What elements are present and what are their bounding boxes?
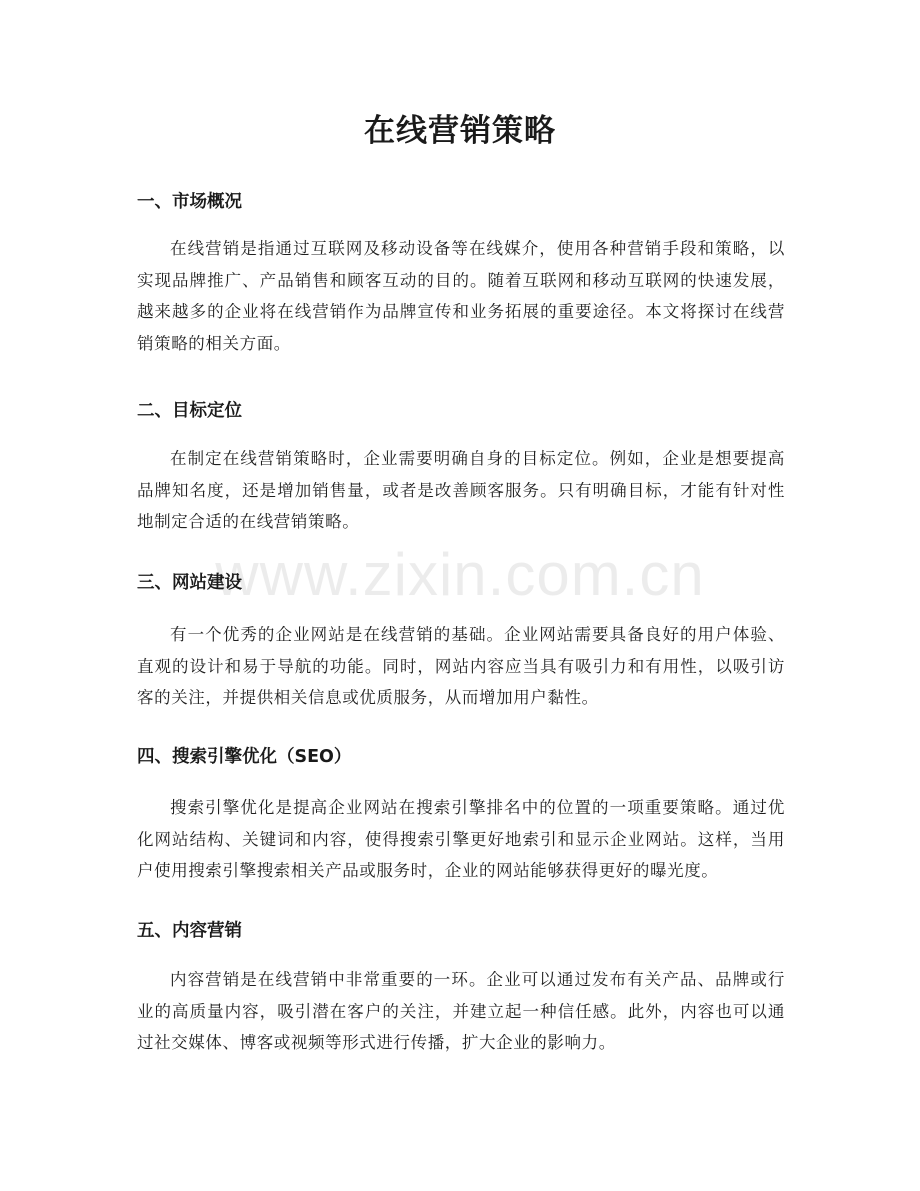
section-body-market-overview: 在线营销是指通过互联网及移动设备等在线媒介，使用各种营销手段和策略，以实现品牌推广、产品销售和顾客互动的目的。随着互联网和移动互联网的快速发展，越来越多的企业将在线营销作为品牌宣传和业务拓展的重要途径。本文将探讨在线营销策略的相关方面。 (137, 239, 785, 353)
section-heading-market-overview: 一、市场概况 (137, 192, 242, 212)
section-body-website-building: 有一个优秀的企业网站是在线营销的基础。企业网站需要具备良好的用户体验、直观的设计和易于导航的功能。同时，网站内容应当具有吸引力和有用性，以吸引访客的关注，并提供相关信息或优质服务，从而增加用户黏性。 (137, 625, 785, 707)
section-heading-website-building: 三、网站建设 (137, 573, 242, 593)
section-body-content-marketing: 内容营销是在线营销中非常重要的一环。企业可以通过发布有关产品、品牌或行业的高质量内容，吸引潜在客户的关注，并建立起一种信任感。此外，内容也可以通过社交媒体、博客或视频等形式进行传播，扩大企业的影响力。 (137, 970, 785, 1052)
section-body-target-positioning: 在制定在线营销策略时，企业需要明确自身的目标定位。例如，企业是想要提高品牌知名度，还是增加销售量，或者是改善顾客服务。只有明确目标，才能有针对性地制定合适的在线营销策略。 (137, 449, 785, 531)
section-heading-target-positioning: 二、目标定位 (137, 401, 242, 421)
watermark-text: www.zixin.com.cn (215, 541, 705, 608)
section-heading-content-marketing: 五、内容营销 (137, 921, 242, 941)
document-title: 在线营销策略 (364, 113, 556, 149)
section-body-seo: 搜索引擎优化是提高企业网站在搜索引擎排名中的位置的一项重要策略。通过优化网站结构、关键词和内容，使得搜索引擎更好地索引和显示企业网站。这样，当用户使用搜索引擎搜索相关产品或服务时，企业的网站能够获得更好的曝光度。 (137, 798, 785, 880)
section-heading-seo: 四、搜索引擎优化（SEO） (137, 747, 352, 767)
